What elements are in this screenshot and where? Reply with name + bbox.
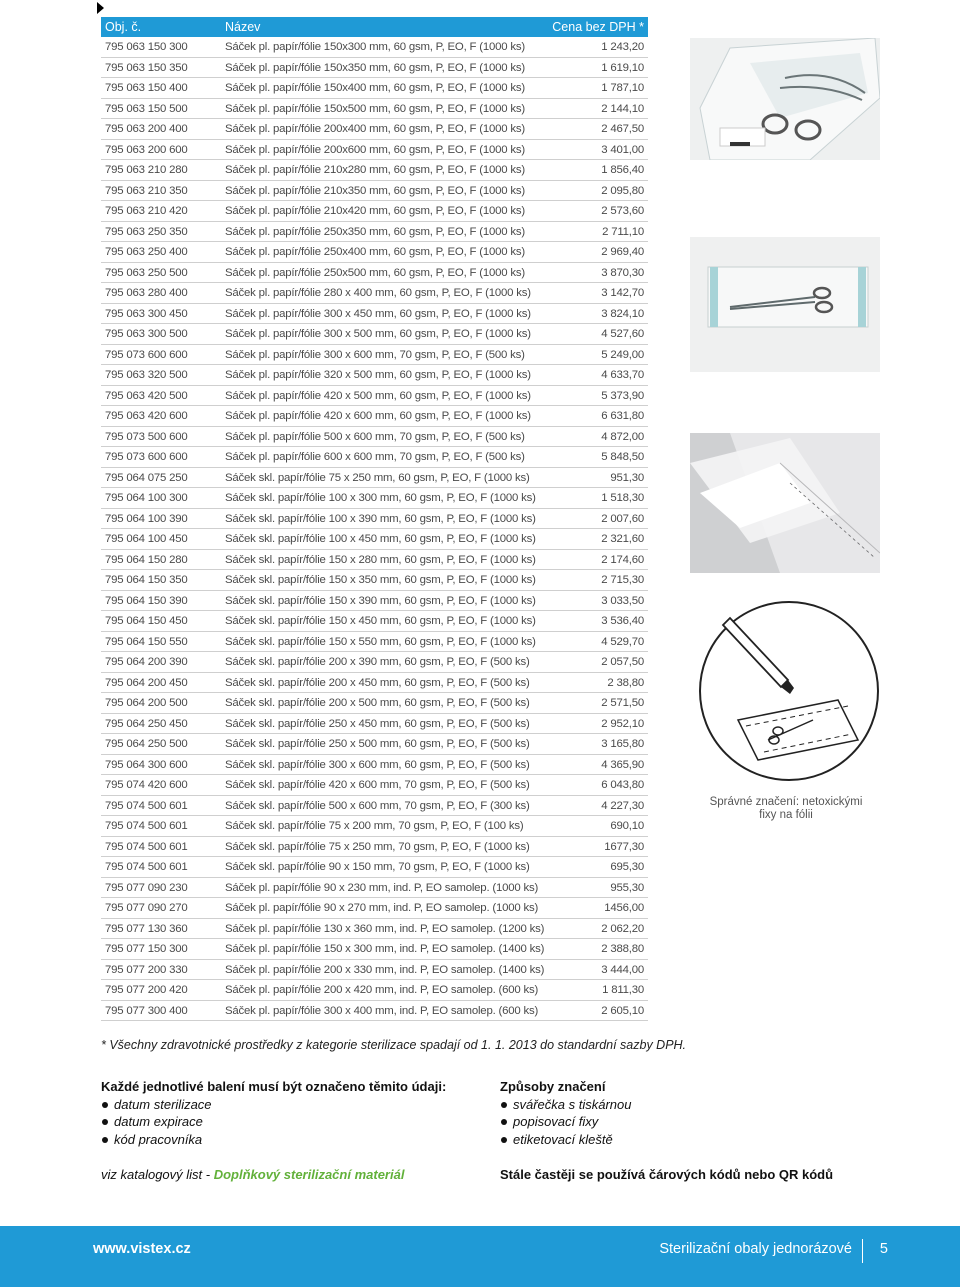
cell-price: 5 249,00 xyxy=(601,348,644,361)
table-row xyxy=(101,939,648,960)
cell-code: 795 074 500 601 xyxy=(105,799,188,812)
cell-price: 4 872,00 xyxy=(601,430,644,443)
cell-code: 795 063 200 400 xyxy=(105,123,188,135)
illustration-marker-pen xyxy=(698,600,880,782)
cell-price: 3 165,80 xyxy=(601,738,644,750)
cell-code: 795 064 200 450 xyxy=(105,676,188,689)
table-row xyxy=(101,837,648,858)
table-row xyxy=(101,693,648,714)
table-row xyxy=(101,591,648,612)
cell-code: 795 077 090 230 xyxy=(105,881,188,894)
table-row xyxy=(101,980,648,1001)
cell-code: 795 064 300 600 xyxy=(105,758,188,771)
triangle-marker-icon xyxy=(97,2,104,14)
cell-price: 4 529,70 xyxy=(601,635,644,648)
cell-name: Sáček pl. papír/fólie 600 x 600 mm, 70 gsm, P, EO, F (500 ks) xyxy=(225,451,525,463)
cell-price: 695,30 xyxy=(610,861,644,873)
cell-name: Sáček pl. papír/fólie 300 x 500 mm, 60 gsm, P, EO, F (1000 ks) xyxy=(225,328,531,340)
table-row xyxy=(101,673,648,694)
cell-code: 795 063 150 300 xyxy=(105,41,188,53)
cell-name: Sáček pl. papír/fólie 210x280 mm, 60 gsm, P, EO, F (1000 ks) xyxy=(225,164,525,176)
footer-bar xyxy=(0,1226,960,1287)
table-row xyxy=(101,550,648,571)
cell-price: 955,30 xyxy=(610,881,644,894)
header-code: Obj. č. xyxy=(105,20,142,34)
table-row xyxy=(101,140,648,161)
labeling-heading: Každé jednotlivé balení musí být označeno těmito údaji: xyxy=(101,1079,447,1094)
cell-name: Sáček pl. papír/fólie 200x400 mm, 60 gsm, P, EO, F (1000 ks) xyxy=(225,123,525,135)
cell-code: 795 063 250 350 xyxy=(105,225,188,238)
cell-code: 795 063 280 400 xyxy=(105,287,188,299)
cell-price: 2 007,60 xyxy=(601,512,644,525)
cell-name: Sáček pl. papír/fólie 250x350 mm, 60 gsm, P, EO, F (1000 ks) xyxy=(225,225,525,238)
cell-code: 795 063 250 400 xyxy=(105,246,188,258)
table-row xyxy=(101,181,648,202)
cell-name: Sáček pl. papír/fólie 210x420 mm, 60 gsm, P, EO, F (1000 ks) xyxy=(225,205,525,217)
cell-code: 795 064 100 450 xyxy=(105,533,188,545)
cell-code: 795 074 420 600 xyxy=(105,779,188,791)
cell-price: 2 573,60 xyxy=(601,205,644,217)
table-row xyxy=(101,447,648,468)
table-row xyxy=(101,468,648,489)
cell-price: 5 848,50 xyxy=(601,451,644,463)
labeling-requirements xyxy=(101,1078,446,1148)
cell-name: Sáček skl. papír/fólie 75 x 250 mm, 70 gsm, P, EO, F (1000 ks) xyxy=(225,840,530,853)
table-row xyxy=(101,1001,648,1022)
table-row xyxy=(101,324,648,345)
table-row xyxy=(101,570,648,591)
bullet-icon xyxy=(102,1119,108,1125)
cell-name: Sáček pl. papír/fólie 150x500 mm, 60 gsm, P, EO, F (1000 ks) xyxy=(225,102,525,115)
table-row xyxy=(101,58,648,79)
cell-price: 5 373,90 xyxy=(601,389,644,402)
cell-name: Sáček skl. papír/fólie 200 x 450 mm, 60 gsm, P, EO, F (500 ks) xyxy=(225,676,530,689)
cell-code: 795 063 320 500 xyxy=(105,369,188,381)
cell-name: Sáček pl. papír/fólie 420 x 500 mm, 60 gsm, P, EO, F (1000 ks) xyxy=(225,389,531,402)
cell-price: 2 711,10 xyxy=(602,225,644,238)
catalog-reference xyxy=(101,1167,404,1182)
footer-url-link[interactable]: www.vistex.cz xyxy=(93,1241,191,1257)
labeling-list xyxy=(101,1096,446,1149)
cell-price: 1 787,10 xyxy=(601,82,644,94)
bullet-icon xyxy=(501,1119,507,1125)
cell-code: 795 063 300 500 xyxy=(105,328,188,340)
cell-code: 795 077 150 300 xyxy=(105,943,188,955)
cell-name: Sáček pl. papír/fólie 300 x 400 mm, ind. P, EO samolep. (600 ks) xyxy=(225,1004,539,1017)
cell-price: 1 243,20 xyxy=(601,41,644,53)
cell-code: 795 074 500 601 xyxy=(105,820,188,832)
cell-code: 795 074 500 601 xyxy=(105,840,188,853)
cell-name: Sáček pl. papír/fólie 200x600 mm, 60 gsm, P, EO, F (1000 ks) xyxy=(225,143,525,156)
table-row xyxy=(101,160,648,181)
list-item: popisovací fixy xyxy=(500,1113,632,1131)
cell-price: 1 856,40 xyxy=(601,164,644,176)
cell-price: 2 174,60 xyxy=(601,553,644,566)
cell-name: Sáček pl. papír/fólie 500 x 600 mm, 70 gsm, P, EO, F (500 ks) xyxy=(225,430,525,443)
cell-price: 2 095,80 xyxy=(601,184,644,197)
cell-price: 3 444,00 xyxy=(601,963,644,976)
footer-divider xyxy=(862,1239,863,1263)
table-row xyxy=(101,960,648,981)
cell-price: 2 321,60 xyxy=(601,533,644,545)
table-row xyxy=(101,898,648,919)
table-header xyxy=(101,17,648,37)
cell-name: Sáček skl. papír/fólie 100 x 390 mm, 60 gsm, P, EO, F (1000 ks) xyxy=(225,512,536,525)
cell-price: 1 518,30 xyxy=(601,492,644,504)
table-row xyxy=(101,529,648,550)
cell-code: 795 064 150 450 xyxy=(105,615,188,627)
cell-code: 795 064 100 300 xyxy=(105,492,188,504)
cell-name: Sáček pl. papír/fólie 300 x 450 mm, 60 gsm, P, EO, F (1000 ks) xyxy=(225,307,531,320)
cell-code: 795 063 150 400 xyxy=(105,82,188,94)
qr-note: Stále častěji se používá čárových kódů nebo QR kódů xyxy=(500,1167,834,1182)
list-item: kód pracovníka xyxy=(101,1131,446,1149)
table-row xyxy=(101,734,648,755)
cell-name: Sáček pl. papír/fólie 250x400 mm, 60 gsm, P, EO, F (1000 ks) xyxy=(225,246,525,258)
cell-name: Sáček pl. papír/fólie 320 x 500 mm, 60 gsm, P, EO, F (1000 ks) xyxy=(225,369,531,381)
marking-methods xyxy=(500,1078,632,1148)
bullet-icon xyxy=(501,1102,507,1108)
table-row xyxy=(101,611,648,632)
cell-name: Sáček skl. papír/fólie 150 x 280 mm, 60 gsm, P, EO, F (1000 ks) xyxy=(225,553,536,566)
cell-code: 795 064 100 390 xyxy=(105,512,188,525)
cell-price: 3 401,00 xyxy=(601,143,644,156)
cell-price: 2 715,30 xyxy=(601,574,644,586)
table-row xyxy=(101,816,648,837)
cell-code: 795 064 075 250 xyxy=(105,471,188,484)
cell-name: Sáček pl. papír/fólie 200 x 420 mm, ind. P, EO samolep. (600 ks) xyxy=(225,984,539,996)
table-row xyxy=(101,283,648,304)
cell-code: 795 077 130 360 xyxy=(105,922,188,935)
cell-code: 795 063 420 500 xyxy=(105,389,188,402)
cell-code: 795 063 200 600 xyxy=(105,143,188,156)
bullet-icon xyxy=(102,1137,108,1143)
vat-footnote: * Všechny zdravotnické prostředky z kategorie sterilizace spadají od 1. 1. 2013 do standardní sazby DPH. xyxy=(101,1038,687,1052)
table-row xyxy=(101,37,648,58)
table-row xyxy=(101,755,648,776)
table-row xyxy=(101,509,648,530)
cell-code: 795 077 300 400 xyxy=(105,1004,188,1017)
cell-code: 795 064 250 450 xyxy=(105,717,188,730)
cell-code: 795 064 150 280 xyxy=(105,553,188,566)
cell-price: 2 952,10 xyxy=(601,717,644,730)
cell-code: 795 077 090 270 xyxy=(105,902,188,914)
cell-name: Sáček skl. papír/fólie 75 x 250 mm, 60 gsm, P, EO, F (1000 ks) xyxy=(225,471,530,484)
photo-pouch-with-scissors xyxy=(690,38,880,160)
image-caption: Správné značení: netoxickými fixy na fólii xyxy=(709,796,863,821)
cell-price: 3 870,30 xyxy=(601,266,644,279)
list-item: etiketovací kleště xyxy=(500,1131,632,1149)
table-row xyxy=(101,99,648,120)
cell-code: 795 063 210 420 xyxy=(105,205,188,217)
list-item: svářečka s tiskárnou xyxy=(500,1096,632,1114)
cell-price: 3 142,70 xyxy=(601,287,644,299)
cell-code: 795 063 210 280 xyxy=(105,164,188,176)
cell-price: 3 536,40 xyxy=(601,615,644,627)
cell-name: Sáček skl. papír/fólie 420 x 600 mm, 70 gsm, P, EO, F (500 ks) xyxy=(225,779,530,791)
cell-name: Sáček skl. papír/fólie 150 x 390 mm, 60 gsm, P, EO, F (1000 ks) xyxy=(225,594,536,607)
table-row xyxy=(101,796,648,817)
cell-price: 690,10 xyxy=(610,820,644,832)
cell-price: 6 043,80 xyxy=(601,779,644,791)
table-row xyxy=(101,365,648,386)
table-row xyxy=(101,775,648,796)
cell-price: 2 38,80 xyxy=(607,676,644,689)
cell-code: 795 064 150 350 xyxy=(105,574,188,586)
table-row xyxy=(101,919,648,940)
table-row xyxy=(101,119,648,140)
cell-price: 6 631,80 xyxy=(601,410,644,422)
cell-price: 2 571,50 xyxy=(601,697,644,709)
page-number: 5 xyxy=(879,1241,888,1257)
header-price: Cena bez DPH * xyxy=(552,20,644,34)
catalog-link[interactable]: Doplňkový sterilizační materiál xyxy=(213,1167,405,1182)
cell-price: 2 605,10 xyxy=(601,1004,644,1017)
cell-price: 4 527,60 xyxy=(601,328,644,340)
cell-name: Sáček pl. papír/fólie 150x350 mm, 60 gsm, P, EO, F (1000 ks) xyxy=(225,61,525,74)
footer-title: Sterilizační obaly jednorázové xyxy=(659,1241,852,1257)
table-row xyxy=(101,406,648,427)
cell-price: 2 969,40 xyxy=(601,246,644,258)
bullet-icon xyxy=(501,1137,507,1143)
cell-code: 795 063 300 450 xyxy=(105,307,188,320)
cell-name: Sáček pl. papír/fólie 420 x 600 mm, 60 gsm, P, EO, F (1000 ks) xyxy=(225,410,531,422)
cell-code: 795 073 600 600 xyxy=(105,348,188,361)
cell-code: 795 064 150 550 xyxy=(105,635,188,648)
cell-name: Sáček skl. papír/fólie 250 x 500 mm, 60 gsm, P, EO, F (500 ks) xyxy=(225,738,530,750)
bullet-icon xyxy=(102,1102,108,1108)
cell-name: Sáček skl. papír/fólie 200 x 390 mm, 60 gsm, P, EO, F (500 ks) xyxy=(225,656,530,668)
header-name: Název xyxy=(225,20,261,34)
cell-name: Sáček pl. papír/fólie 130 x 360 mm, ind. P, EO samolep. (1200 ks) xyxy=(225,922,545,935)
table-row xyxy=(101,201,648,222)
cell-price: 2 467,50 xyxy=(601,123,644,135)
cell-price: 4 633,70 xyxy=(601,369,644,381)
table-row xyxy=(101,386,648,407)
cell-price: 2 057,50 xyxy=(601,656,644,668)
table-row xyxy=(101,304,648,325)
photo-peel-pouch xyxy=(690,433,880,573)
cell-code: 795 063 420 600 xyxy=(105,410,188,422)
table-row xyxy=(101,714,648,735)
table-row xyxy=(101,652,648,673)
cell-price: 4 227,30 xyxy=(601,799,644,812)
price-table xyxy=(101,17,648,1021)
cell-price: 2 062,20 xyxy=(601,922,644,935)
cell-name: Sáček pl. papír/fólie 90 x 270 mm, ind. P, EO samolep. (1000 ks) xyxy=(225,902,539,914)
cell-name: Sáček skl. papír/fólie 100 x 450 mm, 60 gsm, P, EO, F (1000 ks) xyxy=(225,533,536,545)
table-row xyxy=(101,427,648,448)
cell-name: Sáček skl. papír/fólie 500 x 600 mm, 70 gsm, P, EO, F (300 ks) xyxy=(225,799,530,812)
cell-code: 795 063 150 350 xyxy=(105,61,188,74)
cell-name: Sáček skl. papír/fólie 90 x 150 mm, 70 gsm, P, EO, F (1000 ks) xyxy=(225,861,530,873)
cell-price: 3 824,10 xyxy=(601,307,644,320)
catalog-prefix: viz katalogový list - xyxy=(101,1167,214,1182)
cell-code: 795 074 500 601 xyxy=(105,861,188,873)
cell-name: Sáček pl. papír/fólie 200 x 330 mm, ind. P, EO samolep. (1400 ks) xyxy=(225,963,545,976)
cell-name: Sáček skl. papír/fólie 150 x 450 mm, 60 gsm, P, EO, F (1000 ks) xyxy=(225,615,536,627)
cell-price: 1 619,10 xyxy=(601,61,644,74)
cell-name: Sáček pl. papír/fólie 250x500 mm, 60 gsm, P, EO, F (1000 ks) xyxy=(225,266,525,279)
cell-name: Sáček pl. papír/fólie 280 x 400 mm, 60 gsm, P, EO, F (1000 ks) xyxy=(225,287,531,299)
cell-name: Sáček skl. papír/fólie 150 x 550 mm, 60 gsm, P, EO, F (1000 ks) xyxy=(225,635,536,648)
cell-code: 795 077 200 330 xyxy=(105,963,188,976)
cell-code: 795 064 200 500 xyxy=(105,697,188,709)
cell-name: Sáček skl. papír/fólie 200 x 500 mm, 60 gsm, P, EO, F (500 ks) xyxy=(225,697,530,709)
table-row xyxy=(101,632,648,653)
table-body xyxy=(101,37,648,1021)
cell-price: 1677,30 xyxy=(604,840,644,853)
cell-name: Sáček skl. papír/fólie 100 x 300 mm, 60 gsm, P, EO, F (1000 ks) xyxy=(225,492,536,504)
cell-name: Sáček skl. papír/fólie 250 x 450 mm, 60 gsm, P, EO, F (500 ks) xyxy=(225,717,530,730)
cell-name: Sáček pl. papír/fólie 150x400 mm, 60 gsm, P, EO, F (1000 ks) xyxy=(225,82,525,94)
cell-name: Sáček pl. papír/fólie 150x300 mm, 60 gsm, P, EO, F (1000 ks) xyxy=(225,41,525,53)
cell-name: Sáček skl. papír/fólie 75 x 200 mm, 70 gsm, P, EO, F (100 ks) xyxy=(225,820,524,832)
cell-price: 951,30 xyxy=(610,471,644,484)
cell-name: Sáček pl. papír/fólie 150 x 300 mm, ind. P, EO samolep. (1400 ks) xyxy=(225,943,545,955)
cell-code: 795 063 250 500 xyxy=(105,266,188,279)
cell-name: Sáček pl. papír/fólie 210x350 mm, 60 gsm, P, EO, F (1000 ks) xyxy=(225,184,525,197)
cell-name: Sáček pl. papír/fólie 90 x 230 mm, ind. P, EO samolep. (1000 ks) xyxy=(225,881,539,894)
list-item: datum sterilizace xyxy=(101,1096,446,1114)
cell-code: 795 064 250 500 xyxy=(105,738,188,750)
photo-flat-pouch-with-forceps xyxy=(690,237,880,372)
cell-code: 795 063 150 500 xyxy=(105,102,188,115)
cell-code: 795 063 210 350 xyxy=(105,184,188,197)
cell-price: 2 388,80 xyxy=(601,943,644,955)
table-row xyxy=(101,263,648,284)
cell-code: 795 077 200 420 xyxy=(105,984,188,996)
cell-code: 795 073 600 600 xyxy=(105,451,188,463)
table-row xyxy=(101,222,648,243)
table-row xyxy=(101,878,648,899)
list-item: datum expirace xyxy=(101,1113,446,1131)
cell-name: Sáček skl. papír/fólie 150 x 350 mm, 60 gsm, P, EO, F (1000 ks) xyxy=(225,574,536,586)
table-row xyxy=(101,78,648,99)
cell-name: Sáček pl. papír/fólie 300 x 600 mm, 70 gsm, P, EO, F (500 ks) xyxy=(225,348,525,361)
table-row xyxy=(101,242,648,263)
marking-list xyxy=(500,1096,632,1149)
cell-price: 3 033,50 xyxy=(601,594,644,607)
cell-name: Sáček skl. papír/fólie 300 x 600 mm, 60 gsm, P, EO, F (500 ks) xyxy=(225,758,530,771)
cell-code: 795 064 150 390 xyxy=(105,594,188,607)
table-row xyxy=(101,857,648,878)
cell-price: 1 811,30 xyxy=(602,984,644,996)
cell-code: 795 064 200 390 xyxy=(105,656,188,668)
cell-price: 1456,00 xyxy=(604,902,644,914)
cell-price: 4 365,90 xyxy=(601,758,644,771)
cell-code: 795 073 500 600 xyxy=(105,430,188,443)
table-row xyxy=(101,488,648,509)
cell-price: 2 144,10 xyxy=(601,102,644,115)
table-row xyxy=(101,345,648,366)
marking-heading: Způsoby značení xyxy=(500,1079,606,1094)
